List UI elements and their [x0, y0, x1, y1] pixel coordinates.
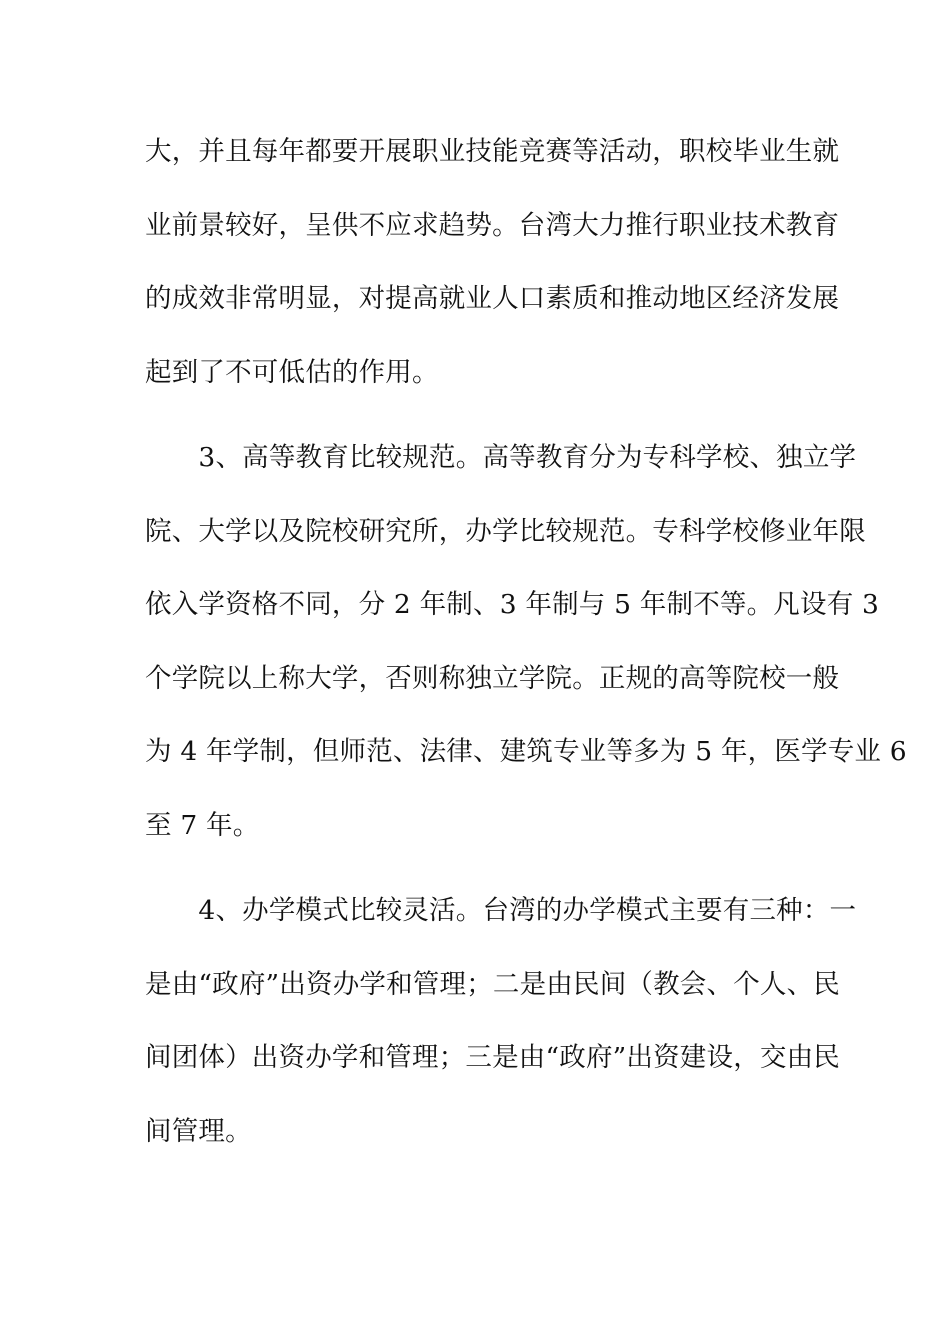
- text-line: 的成效非常明显，对提高就业人口素质和推动地区经济发展: [145, 283, 840, 314]
- text-line: 间管理。: [145, 1115, 252, 1147]
- text-line: 3、高等教育比较规范。高等教育分为专科学校、独立学: [145, 442, 857, 473]
- text-line: 4、办学模式比较灵活。台湾的办学模式主要有三种：一: [145, 895, 857, 926]
- paragraph-school-models: [145, 895, 857, 1190]
- text-line: 个学院以上称大学，否则称独立学院。正规的高等院校一般: [145, 662, 840, 694]
- text-line: 起到了不可低估的作用。: [145, 356, 439, 388]
- text-line: 业前景较好，呈供不应求趋势。台湾大力推行职业技术教育: [145, 209, 840, 241]
- text-line: 为 4 年学制，但师范、法律、建筑专业等多为 5 年，医学专业 6: [145, 736, 907, 767]
- text-line: 大，并且每年都要开展职业技能竞赛等活动，职校毕业生就: [145, 136, 840, 167]
- text-line: 依入学资格不同，分 2 年制、3 年制与 5 年制不等。凡设有 3: [145, 589, 880, 620]
- paragraph-higher-education: [145, 442, 907, 884]
- text-line: 院、大学以及院校研究所，办学比较规范。专科学校修业年限: [145, 515, 866, 547]
- paragraph-vocational-education: [145, 136, 840, 431]
- text-line: 是由“政府”出资办学和管理；二是由民间（教会、个人、民: [145, 968, 840, 1000]
- text-line: 至 7 年。: [145, 809, 260, 841]
- text-line: 间团体）出资办学和管理；三是由“政府”出资建设，交由民: [145, 1042, 840, 1073]
